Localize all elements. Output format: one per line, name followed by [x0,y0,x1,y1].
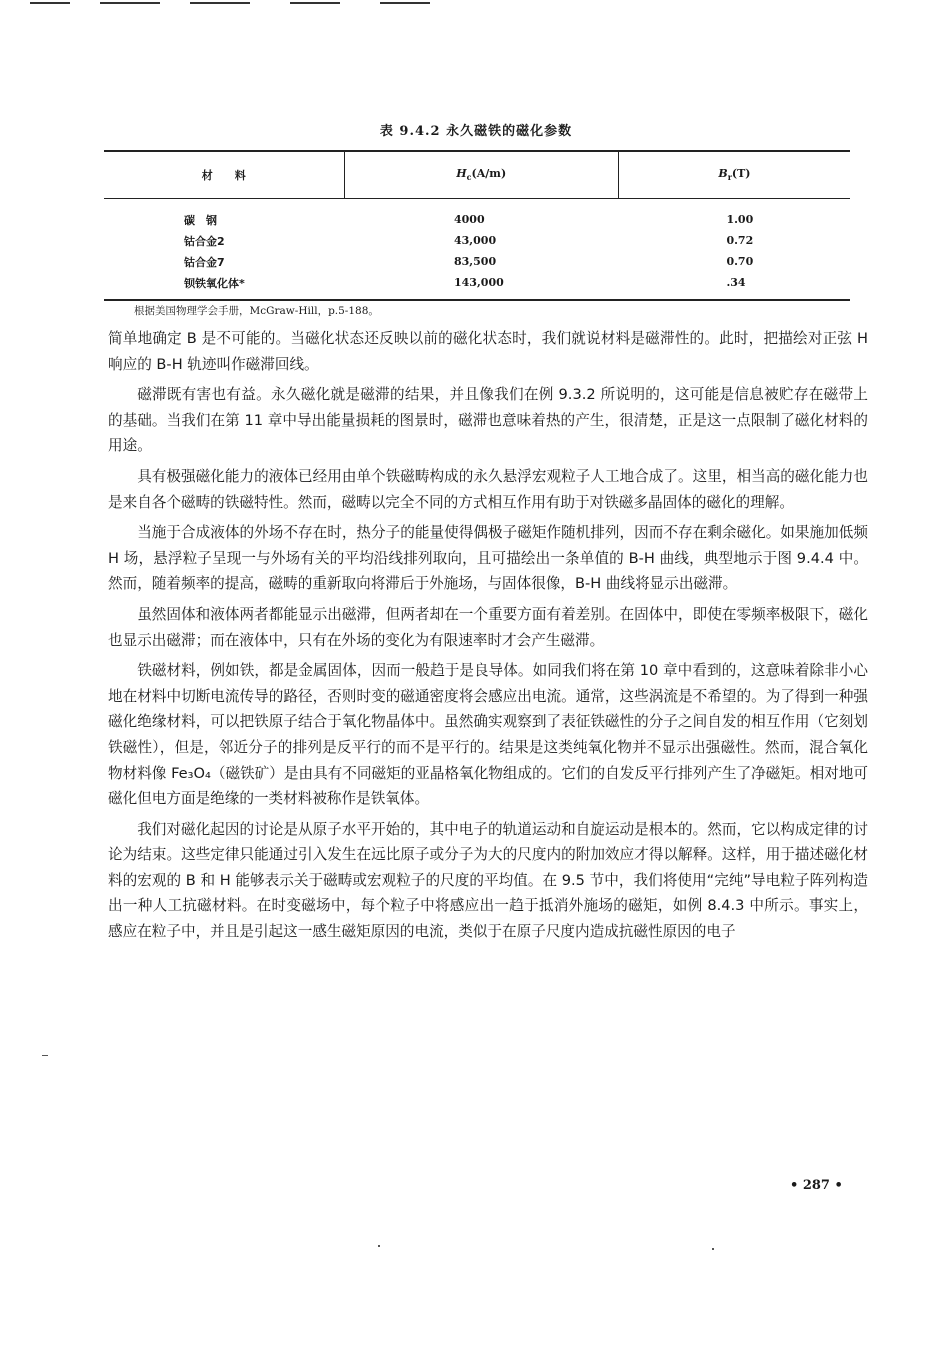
cell-br: 0.70 [726,255,754,268]
table-row [104,199,850,231]
cell-material: 碳 钢 [184,213,217,227]
cell-br: .34 [618,272,850,300]
paragraph: 我们对磁化起因的讨论是从原子水平开始的，其中电子的轨道运动和自旋运动是根本的。然而，它以构成定律的讨论为结束。这些定律只能通过引入发生在远比原子或分子为大的尺度内的附加效应才得以解释。这样，用于描述磁化材料的宏观的 B 和 H 能够表示关于磁畴或宏观粒子的尺度的平均值。在 9.5 节中，我们将使用“完纯”导电粒子阵列构造出一种人工抗磁材料。在时变磁场中，每个粒子中将感应出一趋于抵消外施场的磁矩，如例 8.4.3 中所示。事实上，感应在粒子中，并且是引起这一感生磁矩原因的电流，类似于在原子尺度内造成抗磁性原因的电子 [108,820,868,941]
scan-speck [42,1055,48,1056]
table-row [104,272,850,300]
page-number: • 287 • [790,1178,843,1193]
header-hc: $H_c(A/m)$ [344,151,618,199]
table-caption: 表 9.4.2 永久磁铁的磁化参数 [379,124,573,139]
paragraph: 简单地确定 B 是不可能的。当磁化状态还反映以前的磁化状态时，我们就说材料是磁滞性的。此时，把描绘对正弦 H 响应的 B-H 轨迹叫作磁滞回线。 [108,330,868,373]
paragraph: 铁磁材料，例如铁，都是金属固体，因而一般趋于是良导体。如同我们将在第 10 章中看到的，这意味着除非小心地在材料中切断电流传导的路径，否则时变的磁通密度将会感应出电流。通常，这些涡流是不希望的。为了得到一种强磁化绝缘材料，可以把铁原子结合于氧化物晶体中。虽然确实观察到了表征铁磁性的分子之间自发的相互作用（它刻划铁磁性），但是，邻近分子的排列是反平行的而不是平行的。结果是这类纯氧化物并不显示出强磁性。然而，混合氧化物材料像 Fe₃O₄（磁铁矿）是由具有不同磁矩的亚晶格氧化物组成的。它们的自发反平行排列产生了净磁矩。相对地可磁化但电方面是绝缘的一类材料被称作是铁氧体。 [108,662,868,808]
cell-br: 1.00 [726,213,754,226]
paragraph: 虽然固体和液体两者都能显示出磁滞，但两者却在一个重要方面有着差别。在固体中，即使在零频率极限下，磁化也显示出磁滞；而在液体中，只有在外场的变化为有限速率时才会产生磁滞。 [108,605,868,649]
header-br: $B_r(T)$ [618,151,850,199]
cell-hc: 4000 [454,213,485,226]
table-source-note: 根据美国物理学会手册，McGraw-Hill，p.5-188。 [134,305,379,317]
table-row [104,230,850,251]
cell-material: 钴合金7 [184,255,225,269]
cell-br: 0.72 [726,234,754,247]
table-header-row [104,151,850,199]
scan-speck [712,1248,714,1250]
magnetization-table [104,150,850,301]
paragraph: 具有极强磁化能力的液体已经用由单个铁磁畴构成的永久悬浮宏观粒子人工地合成了。这里，相当高的磁化能力也是来自各个磁畴的铁磁特性。然而，磁畴以完全不同的方式相互作用有助于对铁磁多晶固体的磁化的理解。 [108,467,868,511]
body-text [108,326,868,950]
scan-top-edge [0,0,952,6]
cell-material: 钡铁氧化体* [104,272,344,300]
cell-hc: 143,000 [344,272,618,300]
cell-hc: 43,000 [454,234,497,247]
cell-hc: 83,500 [454,255,497,268]
table-row [104,251,850,272]
scan-speck [378,1245,380,1247]
paragraph: 磁滞既有害也有益。永久磁化就是磁滞的结果，并且像我们在例 9.3.2 所说明的，这可能是信息被贮存在磁带上的基础。当我们在第 11 章中导出能量损耗的图景时，磁滞也意味着热的产生，很清楚，正是这一点限制了磁化材料的用途。 [108,386,868,455]
paragraph: 当施于合成液体的外场不存在时，热分子的能量使得偶极子磁矩作随机排列，因而不存在剩余磁化。如果施加低频 H 场，悬浮粒子呈现一与外场有关的平均沿线排列取向，且可描绘出一条单值的 B-H 曲线，典型地示于图 9.4.4 中。然而，随着频率的提高，磁畴的重新取向将滞后于外施场，与固体很像，B-H 曲线将显示出磁滞。 [108,524,868,593]
header-material: 材 料 [104,151,344,199]
cell-material: 钴合金2 [184,234,225,248]
